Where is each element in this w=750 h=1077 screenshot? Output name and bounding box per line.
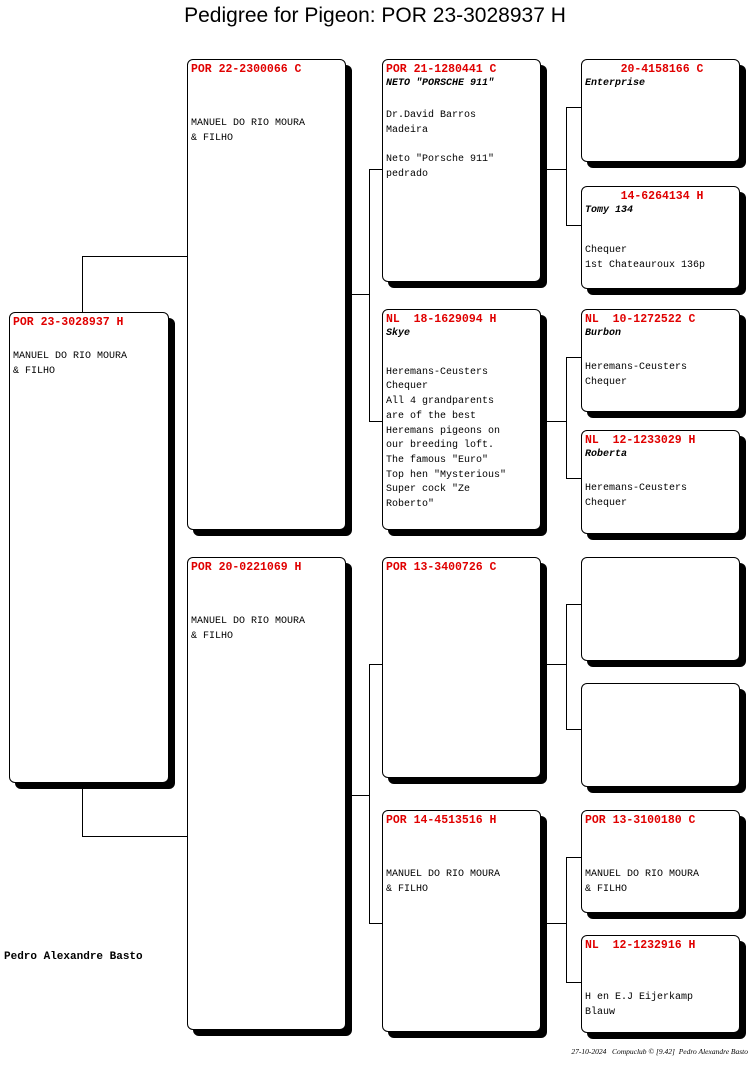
sire-dam-ring: NL 18-1629094 H — [386, 313, 497, 326]
connector — [352, 294, 370, 295]
connector — [566, 982, 581, 983]
connector — [82, 836, 187, 837]
page-title: Pedigree for Pigeon: POR 23-3028937 H — [184, 4, 566, 27]
sire-ring: POR 22-2300066 C — [191, 63, 302, 76]
ggp-4-name: Roberta — [585, 449, 628, 460]
sire-dam-desc: Heremans-Ceusters Chequer All 4 grandparents are of the best Heremans pigeons on our breeding loft. The famous "Euro" Top hen "Mysterious" Super cock "Ze Roberto" — [386, 366, 507, 511]
connector — [566, 107, 581, 108]
sire-card[interactable] — [187, 59, 346, 530]
connector — [369, 664, 383, 665]
dam-sire-ring: POR 13-3400726 C — [386, 561, 497, 574]
ggp-card-7[interactable] — [581, 810, 740, 913]
ggp-2-ring: 14-6264134 H — [620, 190, 704, 203]
ggp-1-name: Enterprise — [585, 78, 646, 89]
ggp-card-5[interactable] — [581, 557, 740, 661]
ggp-8-desc: H en E.J Eijerkamp Blauw — [585, 992, 694, 1018]
connector — [566, 604, 567, 730]
ggp-card-2[interactable] — [581, 186, 740, 289]
sire-dam-card[interactable] — [382, 309, 541, 530]
connector — [82, 256, 83, 314]
ggp-card-1[interactable] — [581, 59, 740, 162]
connector — [369, 169, 370, 422]
connector — [369, 421, 383, 422]
ggp-card-4[interactable] — [581, 430, 740, 534]
sire-sire-name: NETO "PORSCHE 911" — [386, 78, 495, 89]
connector — [547, 923, 567, 924]
subject-card[interactable] — [9, 312, 169, 783]
connector — [547, 664, 567, 665]
ggp-3-name: Burbon — [585, 328, 622, 339]
owner-name: Pedro Alexandre Basto — [4, 951, 143, 963]
ggp-card-8[interactable] — [581, 935, 740, 1033]
ggp-1-ring: 20-4158166 C — [620, 63, 704, 76]
dam-card[interactable] — [187, 557, 346, 1030]
connector — [566, 357, 567, 479]
dam-dam-desc: MANUEL DO RIO MOURA & FILHO — [386, 869, 501, 895]
dam-dam-card[interactable] — [382, 810, 541, 1032]
dam-sire-card[interactable] — [382, 557, 541, 778]
sire-sire-card[interactable] — [382, 59, 541, 282]
dam-owner: MANUEL DO RIO MOURA & FILHO — [191, 616, 306, 642]
ggp-3-desc: Heremans-Ceusters Chequer — [585, 362, 688, 388]
sire-sire-ring: POR 21-1280441 C — [386, 63, 497, 76]
sire-sire-desc: Dr.David Barros Madeira Neto "Porsche 911" pedrado — [386, 110, 495, 180]
ggp-2-desc: Chequer 1st Chateauroux 136p — [585, 245, 706, 271]
ggp-7-desc: MANUEL DO RIO MOURA & FILHO — [585, 869, 700, 895]
connector — [82, 256, 187, 257]
ggp-4-ring: NL 12-1233029 H — [585, 434, 696, 447]
dam-dam-ring: POR 14-4513516 H — [386, 814, 497, 827]
connector — [547, 169, 567, 170]
subject-owner: MANUEL DO RIO MOURA & FILHO — [13, 351, 128, 377]
connector — [566, 729, 581, 730]
subject-ring: POR 23-3028937 H — [13, 316, 124, 329]
footer-credit: 27-10-2024 Compuclub © [9.42] Pedro Alexandre Basto — [571, 1047, 748, 1056]
connector — [566, 857, 567, 983]
connector — [566, 107, 567, 226]
ggp-card-6[interactable] — [581, 683, 740, 787]
connector — [566, 478, 581, 479]
dam-ring: POR 20-0221069 H — [191, 561, 302, 574]
ggp-card-3[interactable] — [581, 309, 740, 412]
ggp-2-name: Tomy 134 — [585, 205, 634, 216]
connector — [352, 795, 370, 796]
connector — [369, 923, 383, 924]
connector — [566, 225, 581, 226]
connector — [566, 604, 581, 605]
ggp-3-ring: NL 10-1272522 C — [585, 313, 696, 326]
sire-owner: MANUEL DO RIO MOURA & FILHO — [191, 118, 306, 144]
ggp-8-ring: NL 12-1232916 H — [585, 939, 696, 952]
connector — [547, 421, 567, 422]
connector — [566, 357, 581, 358]
connector — [369, 664, 370, 924]
connector — [369, 169, 383, 170]
connector — [82, 787, 83, 837]
ggp-7-ring: POR 13-3100180 C — [585, 814, 696, 827]
sire-dam-name: Skye — [386, 328, 411, 339]
ggp-4-desc: Heremans-Ceusters Chequer — [585, 483, 688, 509]
connector — [566, 857, 581, 858]
